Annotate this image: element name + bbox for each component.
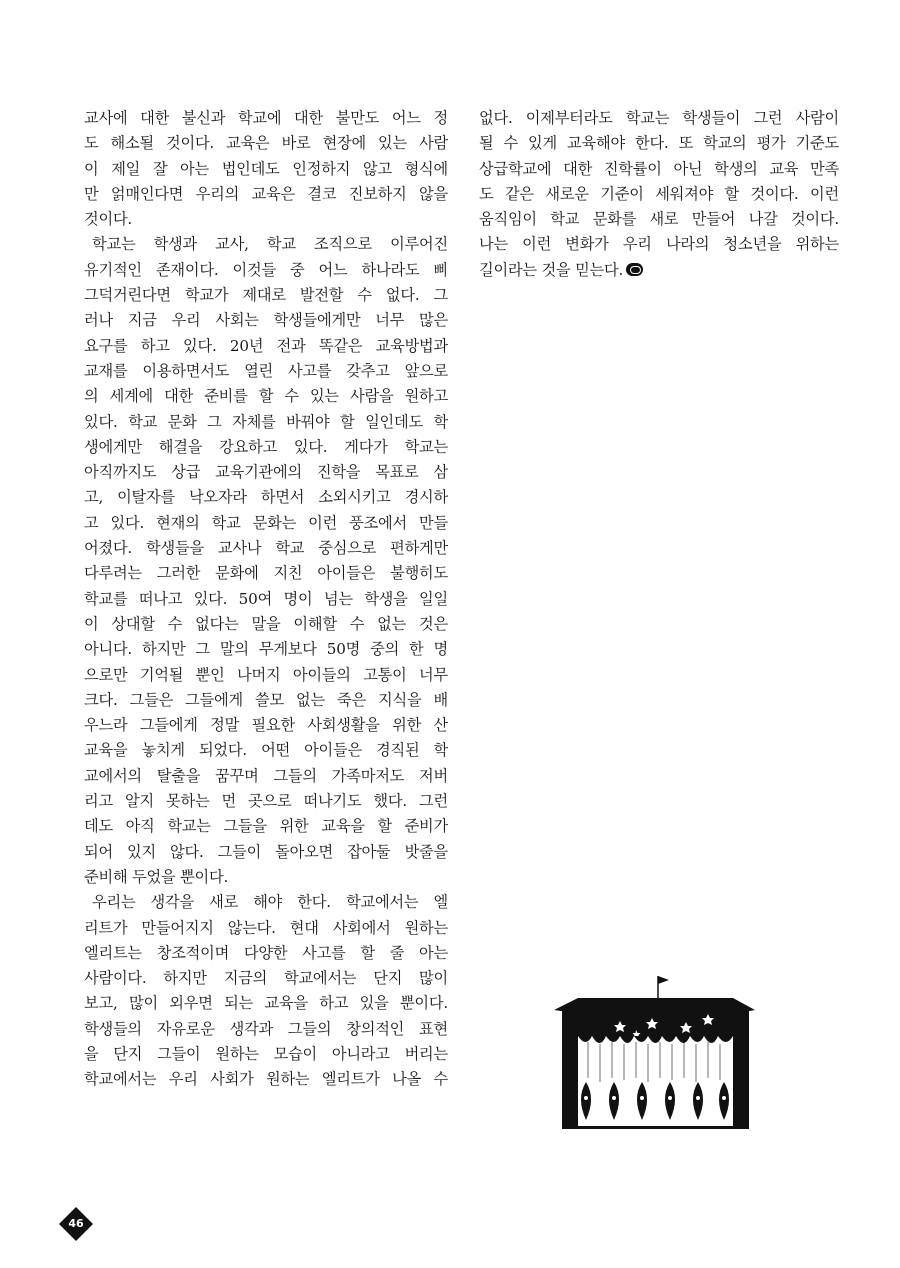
text-line: 준비해 두었을 뿐이다.	[84, 867, 229, 886]
text-line: 교재를 이용하면서도 열린 사고를 갖추고 앞으로	[84, 361, 448, 380]
text-line: 교에서의 탈출을 꿈꾸며 그들의 가족마저도 저버	[84, 766, 448, 785]
left-column	[84, 106, 448, 1093]
text-line: 사람이다. 하지만 지금의 학교에서는 단지 많이	[84, 969, 448, 988]
text-line: 크다. 그들은 그들에게 쓸모 없는 죽은 지식을 배	[84, 690, 448, 709]
text-line: 다루려는 그러한 문화에 지친 아이들은 불행히도	[84, 564, 448, 583]
page-number: 46	[68, 1217, 84, 1230]
text-line: 보고, 많이 외우면 되는 교육을 하고 있을 뿐이다.	[84, 994, 448, 1013]
text-line: 교사에 대한 불신과 학교에 대한 불만도 어느 정	[84, 109, 448, 127]
text-line: 움직임이 학교 문화를 새로 만들어 나갈 것이다.	[479, 210, 839, 229]
text-line: 데도 아직 학교는 그들을 위한 교육을 할 준비가	[84, 817, 448, 836]
text-line: 교육을 놓치게 되었다. 어떤 아이들은 경직된 학	[84, 741, 448, 760]
text-line: 되어 있지 않다. 그들이 돌아오면 잡아둘 밧줄을	[84, 842, 448, 861]
page-number-badge	[58, 1206, 94, 1242]
text-line: 그덕거린다면 학교가 제대로 발전할 수 없다. 그	[84, 286, 448, 305]
text-line: 엘리트는 창조적이며 다양한 사고를 할 줄 아는	[84, 943, 448, 962]
text-line: 있다. 학교 문화 그 자체를 바꿔야 할 일인데도 학	[84, 412, 448, 431]
text-line: 학교를 떠나고 있다. 50여 명이 넘는 학생을 일일	[84, 589, 448, 608]
text-line: 아직까지도 상급 교육기관에의 진학을 목표로 삼	[84, 463, 448, 482]
text-line: 학생들의 자유로운 생각과 그들의 창의적인 표현	[84, 1019, 448, 1038]
paragraph-start-line: 학교는 학생과 교사, 학교 조직으로 이루어진	[92, 235, 448, 254]
text-line: 고 있다. 현재의 학교 문화는 이런 풍조에서 만들	[84, 513, 448, 532]
text-line: 나는 이런 변화가 우리 나라의 청소년을 위하는	[479, 235, 839, 254]
text-line: 도 해소될 것이다. 교육은 바로 현장에 있는 사람	[84, 134, 448, 153]
text-line: 상급학교에 대한 진학률이 아닌 학생의 교육 만족	[479, 159, 839, 178]
text-line: 이 제일 잘 아는 법인데도 인정하지 않고 형식에	[84, 159, 448, 178]
text-line: 아니다. 하지만 그 말의 무게보다 50명 중의 한 명	[84, 640, 448, 659]
text-line: 을 단지 그들이 원하는 모습이 아니라고 버리는	[84, 1044, 448, 1063]
text-line: 고, 이탈자를 낙오자라 하면서 소외시키고 경시하	[84, 488, 448, 507]
text-line: 유기적인 존재이다. 이것들 중 어느 하나라도 삐	[84, 260, 448, 279]
text-line: 학교에서는 우리 사회가 원하는 엘리트가 나올 수	[84, 1070, 448, 1089]
right-column	[479, 106, 839, 283]
text-line: 도 같은 새로운 기준이 세워져야 할 것이다. 이런	[479, 184, 839, 203]
text-line: 이 상대할 수 없다는 말을 이해할 수 없는 것은	[84, 614, 448, 633]
school-house-illustration	[548, 970, 763, 1140]
paragraph-start-line: 우리는 생각을 새로 해야 한다. 학교에서는 엘	[92, 893, 448, 912]
text-line: 될 수 있게 교육해야 한다. 또 학교의 평가 기준도	[479, 134, 839, 153]
end-mark-icon	[626, 263, 643, 276]
text-line: 어졌다. 학생들을 교사나 학교 중심으로 편하게만	[84, 539, 448, 558]
text-line: 의 세계에 대한 준비를 할 수 있는 사람을 원하고	[84, 387, 448, 406]
text-line: 우느라 그들에게 정말 필요한 사회생활을 위한 산	[84, 716, 448, 735]
text-line: 리고 알지 못하는 먼 곳으로 떠나기도 했다. 그런	[84, 792, 448, 811]
text-line: 것이다.	[84, 210, 133, 229]
text-line: 으로만 기억될 뿐인 나머지 아이들의 고통이 너무	[84, 665, 448, 684]
text-line: 러나 지금 우리 사회는 학생들에게만 너무 많은	[84, 311, 448, 330]
final-line	[479, 258, 839, 283]
text-line: 만 얽매인다면 우리의 교육은 결코 진보하지 않을	[84, 184, 448, 203]
text-line: 생에게만 해결을 강요하고 있다. 게다가 학교는	[84, 437, 448, 456]
final-line-text: 길이라는 것을 믿는다.	[479, 260, 624, 279]
text-line: 없다. 이제부터라도 학교는 학생들이 그런 사람이	[479, 109, 839, 127]
text-line: 요구를 하고 있다. 20년 전과 똑같은 교육방법과	[84, 336, 448, 355]
text-line: 리트가 만들어지지 않는다. 현대 사회에서 원하는	[84, 918, 448, 937]
